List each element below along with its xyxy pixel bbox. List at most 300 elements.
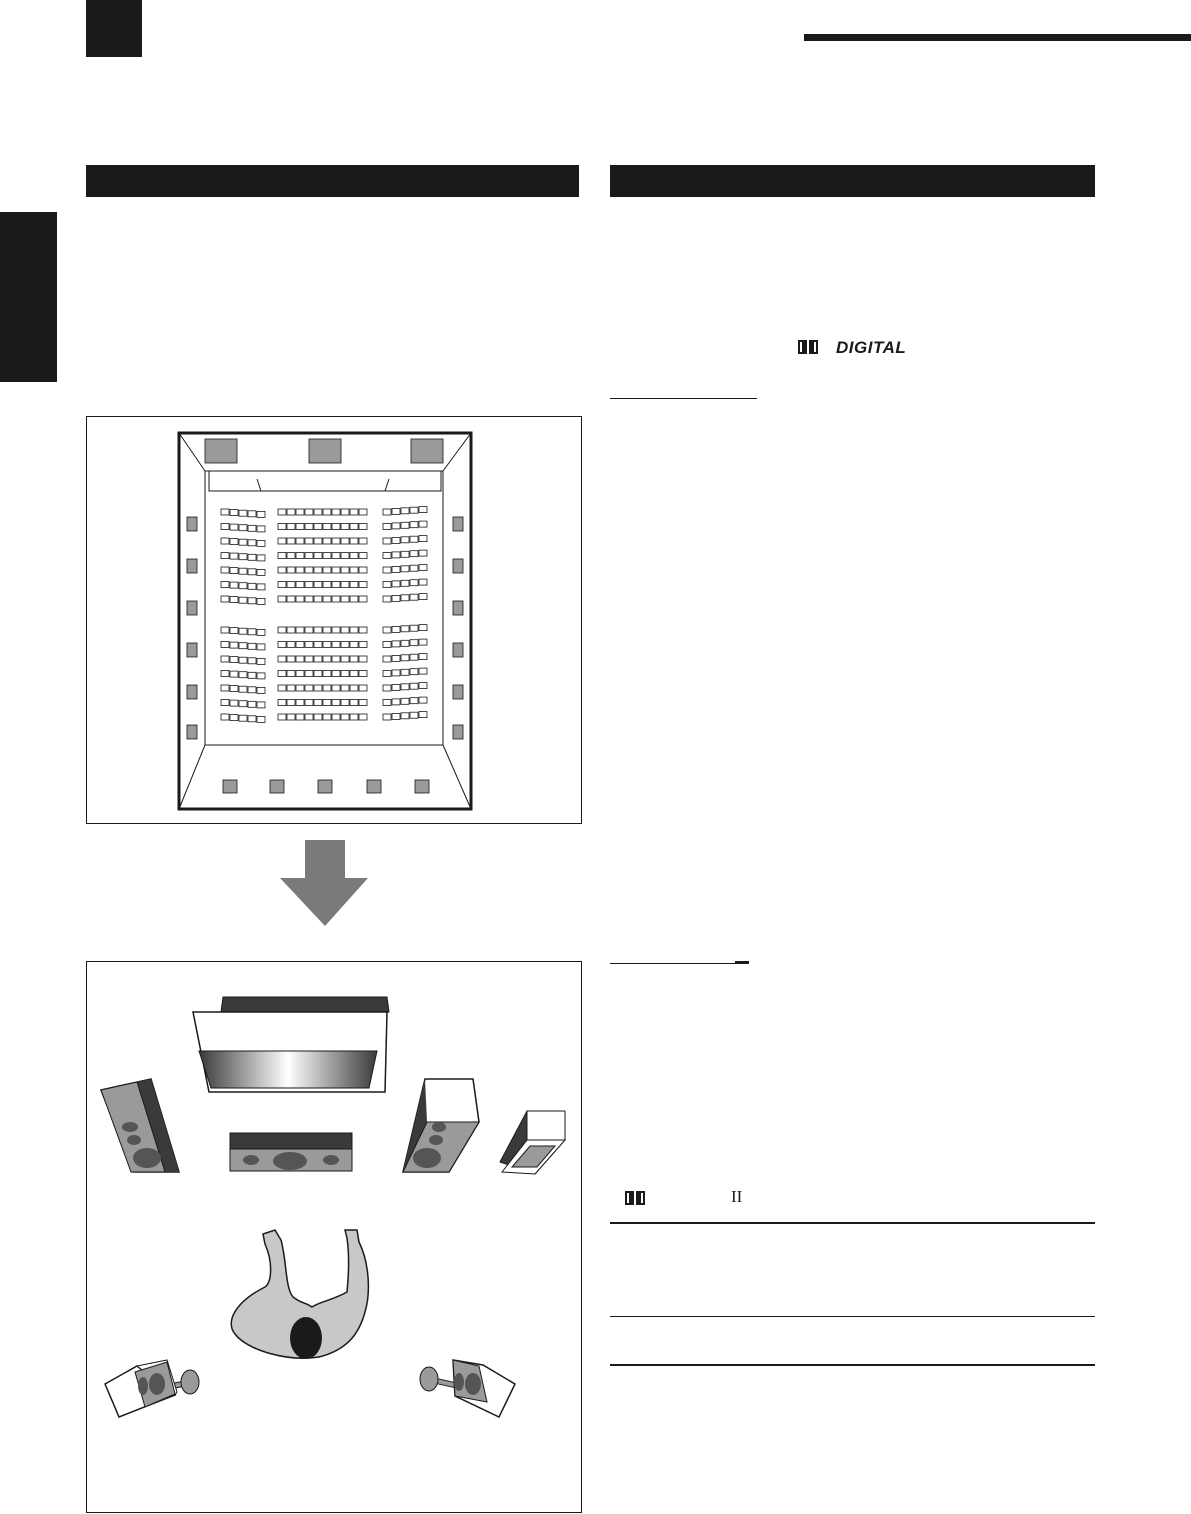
theater-seat [392, 641, 400, 647]
theater-seat [332, 685, 340, 691]
theater-seat [392, 508, 400, 514]
theater-seat [305, 627, 313, 633]
theater-seat [305, 700, 313, 706]
theater-seat [287, 553, 295, 559]
theater-seat [419, 550, 427, 556]
theater-seat [419, 594, 427, 600]
theater-seat [287, 582, 295, 588]
theater-seat [332, 567, 340, 573]
theater-seat [359, 700, 367, 706]
theater-seat [392, 566, 400, 572]
theater-seat [419, 536, 427, 542]
theater-seat [392, 537, 400, 543]
theater-seat [383, 627, 391, 633]
theater-seat [314, 700, 322, 706]
theater-seat [383, 596, 391, 602]
theater-seat [392, 670, 400, 676]
theater-seat [383, 538, 391, 544]
theater-seat [392, 626, 400, 632]
theater-seat [278, 567, 286, 573]
theater-seat [401, 713, 409, 719]
theater-seat [359, 671, 367, 677]
theater-seat [278, 627, 286, 633]
listener-person-icon [231, 1230, 368, 1359]
theater-seat [410, 669, 418, 675]
subsection-rule-2 [610, 963, 749, 964]
theater-seat [287, 671, 295, 677]
theater-seat [221, 671, 229, 677]
theater-seat [383, 582, 391, 588]
theater-seat [221, 642, 229, 648]
theater-seat [257, 629, 265, 635]
theater-seat [350, 567, 358, 573]
theater-seat [248, 569, 256, 575]
theater-seat [305, 596, 313, 602]
theater-seat [257, 555, 265, 561]
theater-seat [239, 597, 247, 603]
pro-logic-roman-numeral: II [731, 1187, 743, 1206]
theater-seat [341, 700, 349, 706]
theater-front-speaker [309, 439, 341, 463]
theater-seat [350, 582, 358, 588]
theater-seat [350, 642, 358, 648]
theater-seat [257, 511, 265, 517]
subsection-rule-2-tick [735, 961, 749, 963]
theater-seat [401, 522, 409, 528]
theater-seat [296, 596, 304, 602]
theater-seat [341, 685, 349, 691]
theater-seat [248, 554, 256, 560]
theater-seat [401, 669, 409, 675]
theater-rear-speaker [223, 780, 237, 793]
theater-rear-speaker [270, 780, 284, 793]
theater-seat [248, 511, 256, 517]
theater-seat [239, 554, 247, 560]
theater-seat [332, 509, 340, 515]
theater-seat [350, 509, 358, 515]
theater-seat [401, 626, 409, 632]
theater-seat [305, 582, 313, 588]
theater-seat [296, 553, 304, 559]
theater-seat [332, 700, 340, 706]
theater-seat [296, 524, 304, 530]
theater-seat [350, 714, 358, 720]
theater-seat [230, 700, 238, 706]
theater-seat [332, 627, 340, 633]
theater-seat [323, 671, 331, 677]
theater-seat [419, 683, 427, 689]
theater-side-speaker-right [453, 517, 463, 531]
theater-seat [323, 656, 331, 662]
theater-seat [257, 687, 265, 693]
theater-seat [230, 671, 238, 677]
theater-seat [350, 656, 358, 662]
theater-seat [305, 538, 313, 544]
theater-seat [350, 671, 358, 677]
left-section-heading-bar [86, 165, 579, 197]
theater-seat [314, 671, 322, 677]
theater-seat [239, 525, 247, 531]
theater-seat [359, 582, 367, 588]
theater-seat [221, 627, 229, 633]
surround-left-speaker-icon [105, 1360, 199, 1417]
theater-seat [410, 522, 418, 528]
theater-seat [314, 656, 322, 662]
theater-seat [383, 685, 391, 691]
theater-seat [419, 579, 427, 585]
theater-seat [314, 642, 322, 648]
theater-seat [221, 553, 229, 559]
theater-seat [350, 524, 358, 530]
theater-seat [410, 654, 418, 660]
theater-seat [230, 715, 238, 721]
theater-seat [230, 642, 238, 648]
television-icon [193, 997, 389, 1092]
theater-seat [323, 642, 331, 648]
theater-seat [278, 596, 286, 602]
theater-seat [248, 643, 256, 649]
theater-seat [392, 581, 400, 587]
theater-seat [230, 597, 238, 603]
theater-seat [419, 521, 427, 527]
theater-seat [359, 509, 367, 515]
theater-seat [359, 685, 367, 691]
surround-right-speaker-icon [420, 1360, 515, 1417]
theater-seat [323, 524, 331, 530]
theater-seat [410, 594, 418, 600]
theater-seat [230, 510, 238, 516]
theater-seat [248, 598, 256, 604]
theater-seat [221, 567, 229, 573]
theater-seat [248, 687, 256, 693]
theater-seat [278, 553, 286, 559]
theater-seat [296, 538, 304, 544]
theater-seat [248, 672, 256, 678]
theater-seat [305, 524, 313, 530]
theater-side-speaker-right [453, 685, 463, 699]
theater-seat [230, 582, 238, 588]
theater-rear-speaker [367, 780, 381, 793]
theater-seat [419, 668, 427, 674]
table-bottom-rule [610, 1364, 1095, 1366]
dolby-digital-logo-text: DIGITAL [836, 338, 907, 357]
table-top-rule [610, 1222, 1095, 1224]
theater-seat [221, 656, 229, 662]
theater-seat [248, 701, 256, 707]
theater-seat [341, 509, 349, 515]
theater-seat [296, 582, 304, 588]
theater-seat [332, 524, 340, 530]
theater-seat [221, 700, 229, 706]
theater-seat [323, 596, 331, 602]
theater-seat [323, 627, 331, 633]
theater-seat [383, 553, 391, 559]
theater-seat [401, 684, 409, 690]
theater-seat [305, 509, 313, 515]
front-right-speaker-icon [403, 1079, 479, 1172]
theater-seat [332, 642, 340, 648]
theater-seat [392, 655, 400, 661]
theater-side-speaker-right [453, 725, 463, 739]
theater-seat [221, 714, 229, 720]
theater-seat [221, 524, 229, 530]
theater-seat [314, 538, 322, 544]
theater-seat [341, 656, 349, 662]
theater-seat [305, 553, 313, 559]
theater-seat [410, 536, 418, 542]
theater-seat [341, 714, 349, 720]
theater-seat [239, 657, 247, 663]
side-language-tab [0, 212, 57, 382]
theater-seat [410, 580, 418, 586]
theater-seat [383, 714, 391, 720]
theater-seat [341, 596, 349, 602]
theater-side-speaker-left [187, 601, 197, 615]
theater-seat [401, 580, 409, 586]
theater-seat [410, 683, 418, 689]
theater-side-speaker-left [187, 517, 197, 531]
theater-seat [287, 685, 295, 691]
theater-seat [296, 627, 304, 633]
theater-seat [323, 582, 331, 588]
theater-seat [278, 524, 286, 530]
theater-seat [350, 700, 358, 706]
theater-seat [248, 658, 256, 664]
header-rule [804, 34, 1191, 41]
theater-seat [221, 596, 229, 602]
theater-seat [278, 671, 286, 677]
theater-seat [287, 524, 295, 530]
theater-seat [239, 672, 247, 678]
theater-side-speaker-left [187, 685, 197, 699]
theater-seat [341, 524, 349, 530]
theater-seat [332, 582, 340, 588]
theater-seat [323, 509, 331, 515]
theater-seat [296, 671, 304, 677]
subwoofer-icon [500, 1111, 565, 1174]
theater-seat [287, 509, 295, 515]
theater-seat [359, 642, 367, 648]
theater-side-speaker-left [187, 559, 197, 573]
theater-seat [278, 714, 286, 720]
theater-seat [401, 537, 409, 543]
theater-seat [341, 642, 349, 648]
theater-seat [314, 714, 322, 720]
theater-seat [359, 714, 367, 720]
theater-seat [410, 565, 418, 571]
theater-seat [314, 685, 322, 691]
theater-seat [392, 552, 400, 558]
theater-seat [410, 551, 418, 557]
theater-seat [383, 656, 391, 662]
theater-side-speaker-left [187, 643, 197, 657]
right-section-heading-bar [610, 165, 1095, 197]
theater-seat [278, 538, 286, 544]
theater-seat [278, 642, 286, 648]
subsection-rule-1 [610, 398, 757, 399]
theater-seat [257, 658, 265, 664]
theater-seat [296, 642, 304, 648]
page-corner-tab [86, 0, 142, 57]
theater-seat [296, 700, 304, 706]
theater-seat [248, 716, 256, 722]
theater-seat [332, 656, 340, 662]
theater-seat [239, 510, 247, 516]
theater-seat [221, 509, 229, 515]
theater-seat [248, 540, 256, 546]
theater-seat [401, 595, 409, 601]
theater-seat [383, 700, 391, 706]
theater-seat [296, 509, 304, 515]
theater-seat [383, 509, 391, 515]
theater-seat [383, 524, 391, 530]
theater-seat [323, 553, 331, 559]
theater-seat [350, 627, 358, 633]
theater-seat [257, 584, 265, 590]
theater-seat [341, 553, 349, 559]
theater-seat [278, 685, 286, 691]
theater-seat [359, 627, 367, 633]
theater-seat [314, 553, 322, 559]
theater-seat [332, 596, 340, 602]
theater-seat [278, 582, 286, 588]
theater-seat [287, 567, 295, 573]
theater-seat [410, 507, 418, 513]
theater-seat [314, 596, 322, 602]
theater-seat [305, 656, 313, 662]
theater-seat [350, 596, 358, 602]
theater-seat [401, 698, 409, 704]
theater-seat [323, 685, 331, 691]
theater-seat [419, 712, 427, 718]
theater-seat [350, 553, 358, 559]
theater-seat [248, 525, 256, 531]
theater-seat [359, 567, 367, 573]
theater-seat [287, 596, 295, 602]
theater-seat [305, 714, 313, 720]
movie-theater-diagram [87, 417, 583, 825]
theater-seat [332, 553, 340, 559]
theater-seat [296, 656, 304, 662]
theater-side-speaker-left [187, 725, 197, 739]
theater-seat [296, 567, 304, 573]
theater-seat [230, 539, 238, 545]
theater-seat [248, 583, 256, 589]
theater-seat [401, 566, 409, 572]
theater-seat [314, 567, 322, 573]
theater-seat [287, 538, 295, 544]
theater-seat [314, 582, 322, 588]
theater-seat [341, 582, 349, 588]
theater-seat [257, 540, 265, 546]
theater-seat [419, 565, 427, 571]
theater-seat [221, 685, 229, 691]
theater-seat [341, 538, 349, 544]
theater-seat [239, 701, 247, 707]
theater-seat [287, 700, 295, 706]
theater-seat [401, 508, 409, 514]
theater-seat [332, 671, 340, 677]
front-left-speaker-icon [101, 1079, 179, 1172]
theater-seat [392, 595, 400, 601]
theater-seat [332, 714, 340, 720]
theater-seat [359, 524, 367, 530]
theater-seat [314, 627, 322, 633]
theater-seat [239, 715, 247, 721]
theater-seat [278, 700, 286, 706]
theater-seat [359, 538, 367, 544]
theater-seat [392, 523, 400, 529]
theater-seat [239, 686, 247, 692]
theater-seat [359, 553, 367, 559]
theater-front-speaker [411, 439, 443, 463]
theater-seat [410, 625, 418, 631]
theater-seat [314, 524, 322, 530]
theater-seat [392, 684, 400, 690]
theater-seat [239, 539, 247, 545]
theater-seat [257, 644, 265, 650]
theater-seat [341, 627, 349, 633]
center-speaker-icon [230, 1133, 352, 1171]
theater-illustration-frame [86, 416, 582, 824]
theater-seat [305, 685, 313, 691]
theater-seat [410, 640, 418, 646]
theater-seat [230, 553, 238, 559]
theater-seat [239, 583, 247, 589]
theater-seat [392, 699, 400, 705]
theater-seat [419, 654, 427, 660]
theater-seat [419, 697, 427, 703]
theater-seat [323, 714, 331, 720]
theater-seat [419, 639, 427, 645]
theater-seat [341, 567, 349, 573]
theater-side-speaker-right [453, 559, 463, 573]
theater-seat [257, 716, 265, 722]
theater-seat [239, 568, 247, 574]
theater-side-speaker-right [453, 601, 463, 615]
theater-seat [383, 642, 391, 648]
dolby-double-d-icon-2 [625, 1191, 645, 1205]
theater-seat [239, 643, 247, 649]
theater-seat [314, 509, 322, 515]
theater-seat [257, 598, 265, 604]
theater-seat [383, 567, 391, 573]
theater-seat [221, 538, 229, 544]
home-theater-diagram [87, 962, 583, 1514]
theater-seat [230, 686, 238, 692]
theater-seat [401, 640, 409, 646]
theater-seat [278, 509, 286, 515]
theater-seat [383, 671, 391, 677]
dolby-double-d-icon [798, 340, 818, 354]
theater-seat [296, 714, 304, 720]
theater-seat [350, 685, 358, 691]
theater-seat [323, 700, 331, 706]
theater-seat [278, 656, 286, 662]
theater-seat [230, 524, 238, 530]
theater-rear-speaker [415, 780, 429, 793]
theater-seat [287, 714, 295, 720]
theater-seat [323, 567, 331, 573]
table-middle-rule [610, 1316, 1095, 1317]
theater-seat [359, 656, 367, 662]
theater-seat [287, 642, 295, 648]
theater-seat [401, 655, 409, 661]
theater-seat [323, 538, 331, 544]
theater-front-speaker [205, 439, 237, 463]
theater-seat [410, 712, 418, 718]
theater-seat [287, 656, 295, 662]
